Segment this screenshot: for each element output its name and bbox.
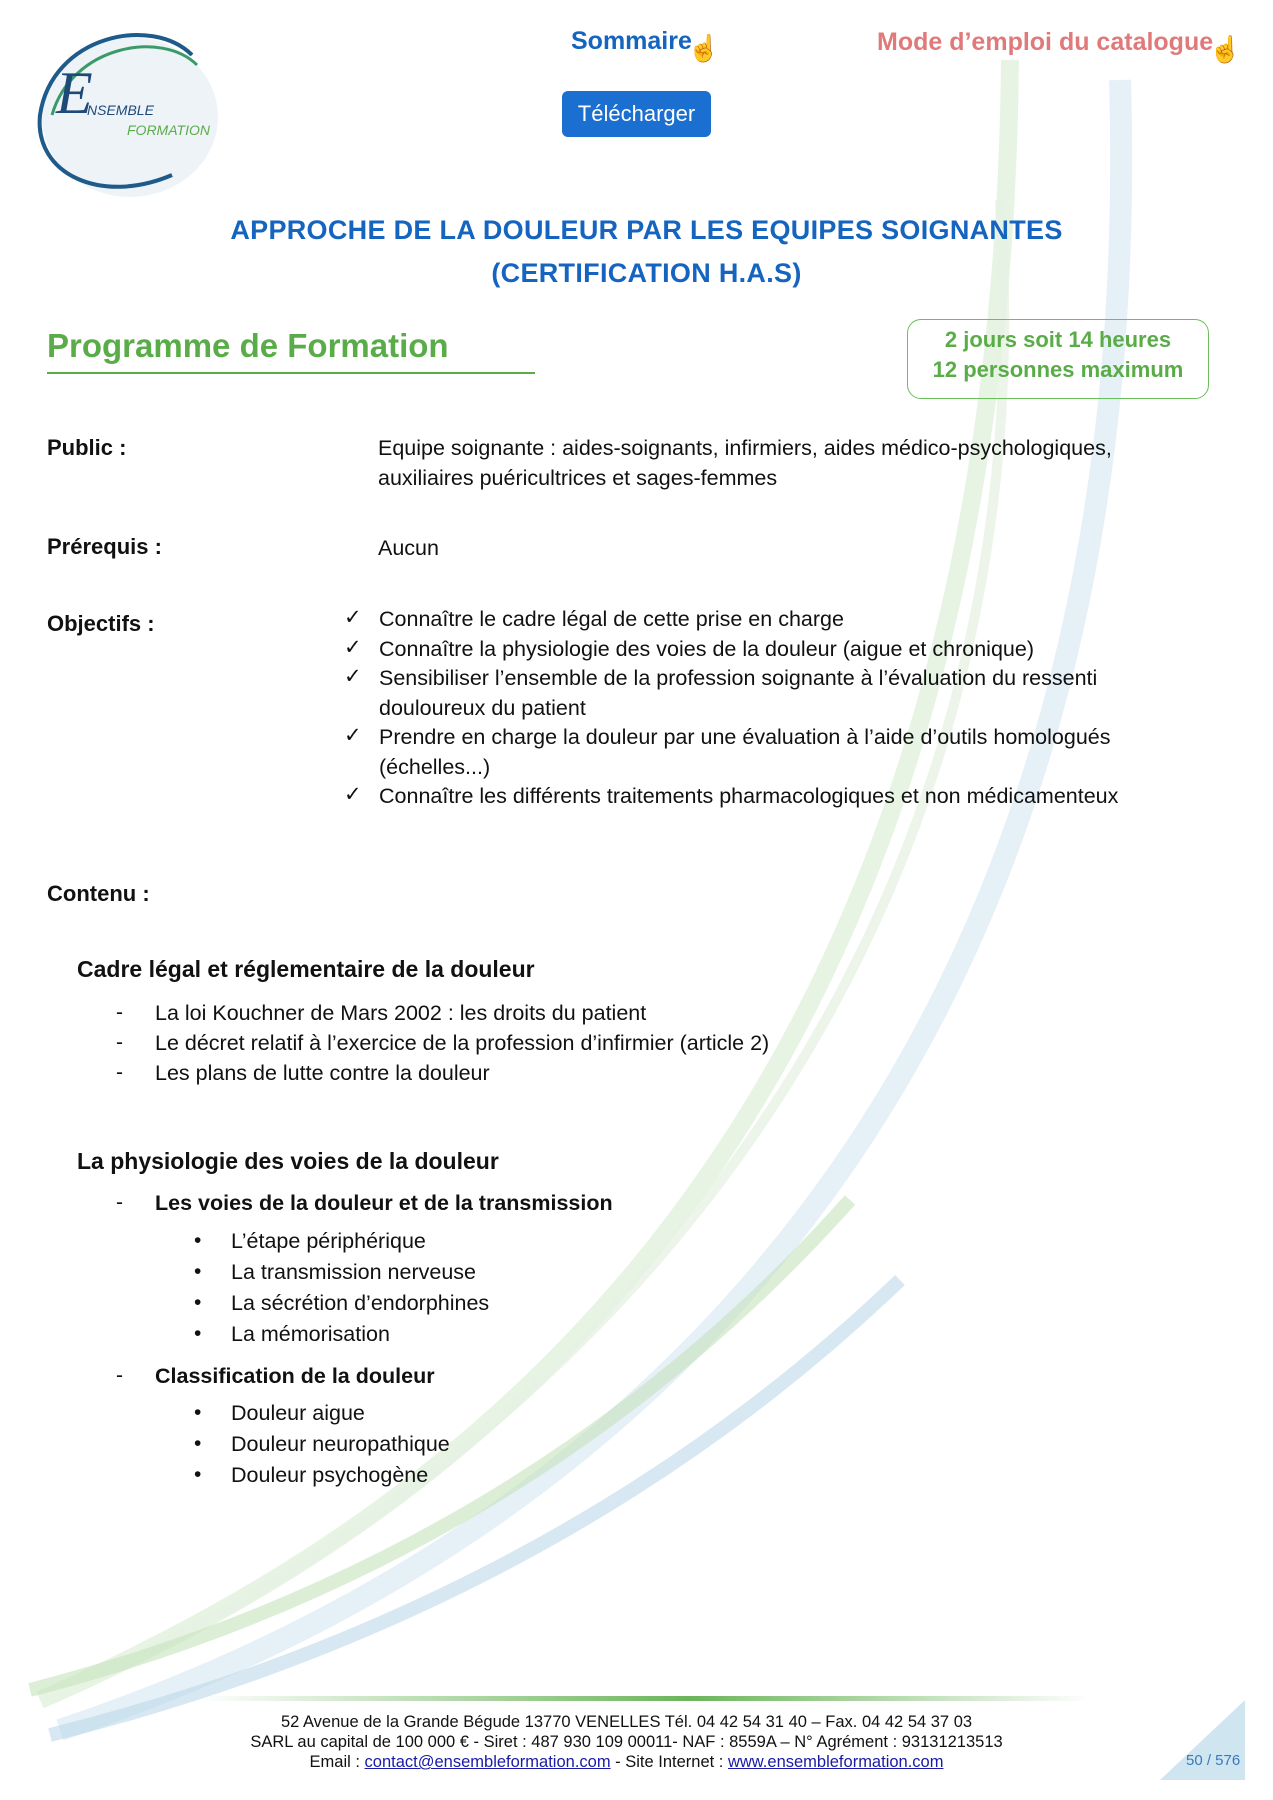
dash-marker: - [116,1364,123,1387]
dash-marker: - [116,1191,123,1214]
list-item: Douleur aigue [231,1401,365,1425]
subheading-classification: Classification de la douleur [155,1364,435,1388]
bullet-marker: • [194,1432,202,1455]
bullet-marker: • [194,1291,202,1314]
programme-heading: Programme de Formation [47,327,449,364]
contenu-label: Contenu : [47,881,150,906]
bullet-marker: • [194,1322,202,1345]
bullet-marker: • [194,1260,202,1283]
download-button[interactable]: Télécharger [562,91,711,137]
objective-item-text: (échelles...) [379,754,491,779]
list-item: La sécrétion d’endorphines [231,1291,490,1315]
objective-item-text: Prendre en charge la douleur par une évaluation à l’aide d’outils homologués [379,725,1111,749]
hand-pointer-icon: ☝ [687,33,721,63]
footer-address: 52 Avenue de la Grande Bégude 13770 VENELLES Tél. 04 42 54 31 40 – Fax. 04 42 54 37 03 [280,1713,973,1731]
bullet-marker: • [194,1463,202,1486]
mode-emploi-link[interactable] [877,26,1242,64]
logo-line1: NSEMBLE [87,102,154,118]
checkmark-icon: ✓ [344,665,362,688]
duration-box [907,319,1209,399]
ensemble-formation-logo [32,25,232,203]
page-title-line1: APPROCHE DE LA DOULEUR PAR LES EQUIPES SOIGNANTES [230,215,1063,245]
objective-item-text: Connaître le cadre légal de cette prise en charge [379,607,844,631]
subheading-voies-douleur: Les voies de la douleur et de la transmission [155,1191,613,1215]
objective-item-text: Connaître les différents traitements pharmacologiques et non médicamenteux [379,784,1119,808]
list-item: La loi Kouchner de Mars 2002 : les droits du patient [155,1001,647,1025]
site-label: - Site Internet : [610,1753,728,1771]
email-label: Email : [309,1753,365,1771]
objective-item-text: Sensibiliser l’ensemble de la profession soignante à l’évaluation du ressenti [379,666,1098,690]
checkmark-icon: ✓ [344,635,362,659]
checkmark-icon: ✓ [344,783,362,806]
email-link[interactable]: contact@ensembleformation.com [364,1753,611,1771]
dash-marker: - [116,1001,123,1024]
list-item: Douleur neuropathique [231,1432,450,1456]
bullet-marker: • [194,1229,202,1252]
objective-item-text: Connaître la physiologie des voies de la douleur (aigue et chronique) [379,636,1034,661]
logo-line2: FORMATION [127,122,210,138]
dash-marker: - [116,1031,123,1054]
prerequis-value: Aucun [378,536,439,560]
section-heading-physiologie: La physiologie des voies de la douleur [77,1148,499,1174]
checkmark-icon: ✓ [344,724,362,747]
list-item: Douleur psychogène [231,1463,429,1487]
page-title-line2: (CERTIFICATION H.A.S) [491,258,802,288]
website-link[interactable]: www.ensembleformation.com [727,1753,944,1771]
footer-legal: SARL au capital de 100 000 € - Siret : 487 930 109 00011- NAF : 8559A – N° Agrément : 93131213513 [250,1733,1003,1751]
section-heading-cadre-legal: Cadre légal et réglementaire de la douleur [77,956,535,982]
checkmark-icon: ✓ [344,606,362,629]
list-item: La transmission nerveuse [231,1260,476,1284]
duration-text: 2 jours soit 14 heures [944,327,1172,352]
mode-emploi-label: Mode d’emploi du catalogue [877,28,1214,56]
sommaire-label: Sommaire [571,27,692,55]
logo-initial: E [56,60,93,126]
dash-marker: - [116,1061,123,1084]
sommaire-link[interactable] [571,25,721,63]
list-item: Le décret relatif à l’exercice de la profession d’infirmier (article 2) [155,1031,770,1055]
logo-circle-icon [32,25,232,203]
capacity-text: 12 personnes maximum [932,357,1184,382]
objective-item-text: douloureux du patient [379,695,586,720]
public-value-line2: auxiliaires puéricultrices et sages-femmes [378,466,778,490]
list-item: Les plans de lutte contre la douleur [155,1061,490,1085]
prerequis-label: Prérequis : [47,534,162,559]
bullet-marker: • [194,1401,202,1424]
public-value-line1: Equipe soignante : aides-soignants, infirmiers, aides médico-psychologiques, [378,436,1112,460]
page-number: 50 / 576 [1186,1752,1241,1769]
programme-underline [47,372,535,374]
list-item: L’étape périphérique [231,1229,426,1253]
public-label: Public : [47,435,127,460]
list-item: La mémorisation [231,1322,390,1346]
footer-contact [0,1753,1263,1772]
hand-pointer-icon: ☝ [1209,34,1242,64]
objectifs-label: Objectifs : [47,611,155,636]
